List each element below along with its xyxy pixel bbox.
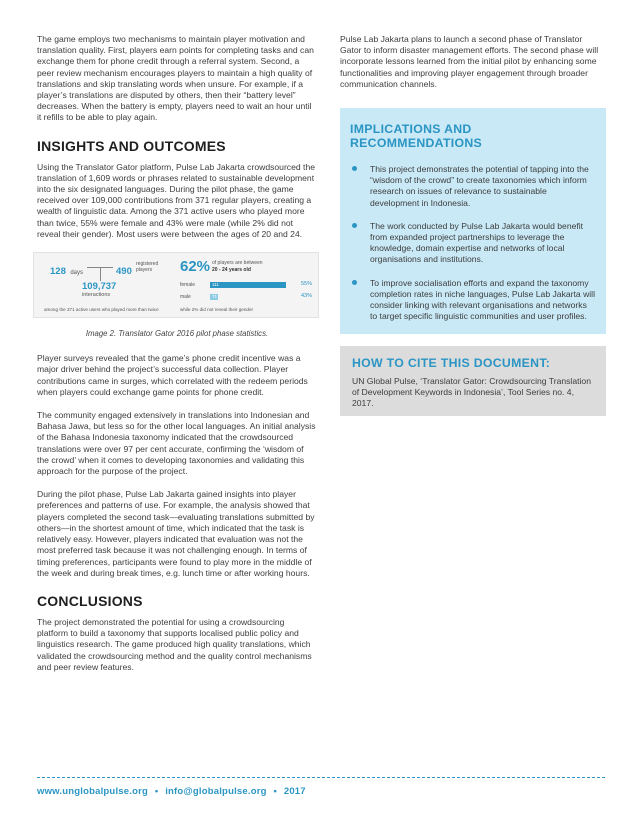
citation-box <box>340 346 606 416</box>
female-bar <box>210 282 286 288</box>
days-label: days <box>70 270 83 277</box>
age-percent: 62% <box>180 258 211 276</box>
players-label <box>136 261 158 273</box>
bullet-icon <box>352 280 357 285</box>
bullet-icon <box>352 166 357 171</box>
interactions-label: interactions <box>82 292 111 299</box>
male-bar <box>210 294 218 300</box>
players-stat <box>116 261 132 279</box>
male-bar-row <box>180 293 316 301</box>
conclusions-heading: CONCLUSIONS <box>37 592 143 609</box>
implication-text: To improve socialisation efforts and expand the taxonomy completion rates in niche languages, Pulse Lab Jakarta will consider linking with relevant organisations and networks to target specific linguistic communities and user profiles. <box>370 277 595 322</box>
second-phase-paragraph: Pulse Lab Jakarta plans to launch a second phase of Translator Gator to inform disaster management efforts. The second phase will incorporate lessons learned from the initial pilot by enhancing some functionalities and improving player engagement through broader communication channels. <box>340 34 599 89</box>
footer-year: 2017 <box>283 786 306 797</box>
stats-left-panel <box>42 253 174 317</box>
left-column <box>37 34 317 685</box>
male-label: male <box>180 294 191 301</box>
female-count: 111 <box>212 282 219 288</box>
implications-box <box>340 108 606 334</box>
age-stat <box>180 258 210 276</box>
female-percent: 55% <box>300 281 312 288</box>
age-label <box>212 260 263 273</box>
implication-text: The work conducted by Pulse Lab Jakarta would benefit from expanded project partnerships to leverage the knowledge, domain expertise and networks of local organisations and institutions. <box>370 220 584 265</box>
interactions-number: 109,737 <box>82 281 117 293</box>
implications-heading: IMPLICATIONS AND RECOMMENDATIONS <box>350 122 483 151</box>
male-percent: 43% <box>300 293 312 300</box>
separator-dot: • <box>273 786 277 797</box>
interactions-stat <box>82 282 116 300</box>
players-number: 490 <box>116 266 132 278</box>
female-label: female <box>180 282 196 289</box>
image-caption: Image 2. Translator Gator 2016 pilot phase statistics. <box>85 329 269 339</box>
days-stat <box>50 261 83 279</box>
implication-item <box>350 221 596 266</box>
insights-heading: INSIGHTS AND OUTCOMES <box>37 137 226 154</box>
stats-infographic <box>33 252 319 318</box>
citation-heading: HOW TO CITE THIS DOCUMENT: <box>352 356 551 371</box>
separator-dot: • <box>154 786 159 797</box>
footer-divider <box>37 777 605 778</box>
implication-text: This project demonstrates the potential of tapping into the “wisdom of the crowd” to create taxonomies which inform research on issues of relevance to sustainable development in Indonesia. <box>370 164 589 208</box>
intro-paragraph: The game employs two mechanisms to maintain player motivation and translation quality. First, players earn points for completing tasks and can exchange them for phone credit through a referral system. Second, a peer review mechanism encourages players to maintain a high quality of translations and skip translating words when unsure. For example, if a player’s translations are disputed by others, then their “battery level” decreases. When the battery is empty, players need to wait an hour until it refills to be able to play again. <box>37 34 314 123</box>
implication-item <box>350 164 596 209</box>
players-label-line2: players <box>136 267 153 274</box>
conclusions-paragraph: The project demonstrated the potential for using a crowdsourcing platform to build a taxonomy that supports localised public policy and linguistics research. The game produced high quality translations, which validated the crowdsourcing method and the quality control mechanisms and peer review features. <box>37 616 312 672</box>
days-number: 128 <box>50 266 66 278</box>
age-label-line2: 20 - 24 years old <box>212 266 251 273</box>
insights-paragraph: Using the Translator Gator platform, Pulse Lab Jakarta crowdsourced the translation of 1,609 words or phrases related to sustainable development into the six designated languages. During the pilot phase, the game received over 109,000 contributions from 371 regular players, creating a wealth of linguistic data. Among the 371 active users who played more than twice, 55% were female and 43% were male (while 2% did not reveal their gender). Most users were between the ages of 20 and 24. <box>37 161 315 239</box>
community-paragraph: The community engaged extensively in translations into Indonesian and Bahasa Jawa, but less so for the other local languages. An initial analysis of the Bahasa Indonesia taxonomy indicated that the crowdsourced translations were over 97 per cent accurate, confirming the ‘wisdom of the crowd’ when it comes to developing taxonomies and validating this approach for the purpose of the project. <box>37 410 316 477</box>
right-column <box>340 34 606 416</box>
website-link[interactable]: www.unglobalpulse.org <box>37 786 148 797</box>
age-label-line1: of players are between <box>212 260 263 267</box>
implication-item <box>350 278 596 323</box>
footer <box>37 786 306 797</box>
citation-text: UN Global Pulse, ‘Translator Gator: Crowdsourcing Translation of Development Keywords in Indonesia’, Tool Series no. 4, 2017. <box>352 376 591 409</box>
preferences-paragraph: During the pilot phase, Pulse Lab Jakarta gained insights into player preferences and patterns of use. For example, the analysis showed that players completed the second task—evaluating translations submitted by others—in the shortest amount of time, which indicated that the task is relatively easy. However, players indicated that evaluation was not the most preferred task because it was not challenging enough. In terms of timing preferences, participants were found to play more in the middle of the week and during break times, e.g. lunch time or after working hours. <box>37 489 315 578</box>
surveys-paragraph: Player surveys revealed that the game’s phone credit incentive was a major driver behind the project’s successful data collection. Player contributions came in surges, which correlated with the redeem periods when players could exchange game points for phone credit. <box>37 353 308 397</box>
players-label-line1: registered <box>136 261 159 268</box>
female-bar-row <box>180 281 316 289</box>
left-footnote: among the 371 active users who played more than twice <box>44 307 159 313</box>
bullet-icon <box>352 223 357 228</box>
email-link[interactable]: info@globalpulse.org <box>165 786 267 797</box>
connector-vertical <box>100 267 101 281</box>
stats-right-panel <box>180 253 316 317</box>
male-count: 71 <box>212 294 218 300</box>
right-footnote: while 2% did not reveal their gender <box>180 307 254 313</box>
